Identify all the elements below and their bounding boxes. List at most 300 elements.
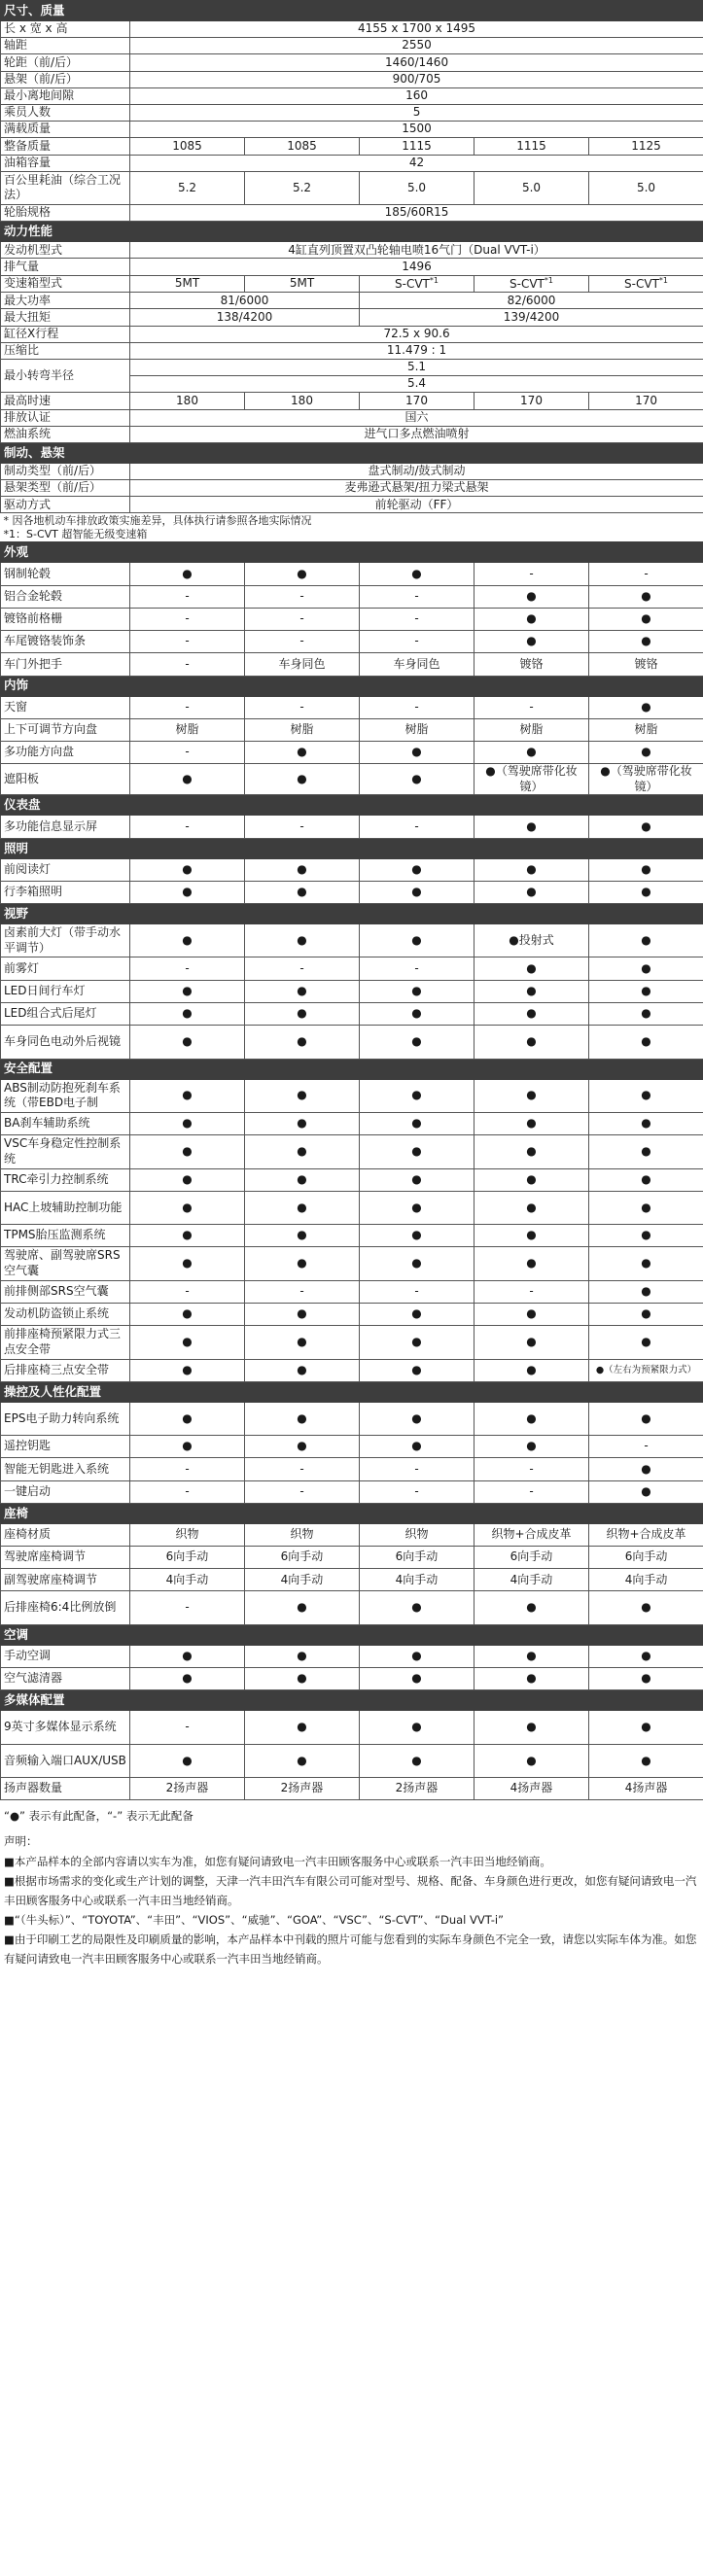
value-cell bbox=[130, 155, 703, 171]
row-label: 一键启动 bbox=[1, 1480, 130, 1503]
value-cell bbox=[589, 1547, 703, 1569]
row-label: LED组合式后尾灯 bbox=[1, 1002, 130, 1025]
spec-row bbox=[1, 1645, 703, 1667]
spec-table-body bbox=[1, 1, 703, 1800]
value-cell bbox=[360, 1402, 475, 1435]
spec-row bbox=[1, 309, 703, 326]
value-cell bbox=[130, 426, 703, 442]
cell-text: ● bbox=[182, 1228, 193, 1242]
cell-text: - bbox=[414, 699, 419, 714]
value-cell bbox=[245, 1458, 360, 1480]
value-cell bbox=[360, 924, 475, 957]
cell-text: 进气口多点燃油喷射 bbox=[364, 427, 470, 441]
value-cell bbox=[475, 275, 589, 293]
spec-row bbox=[1, 608, 703, 630]
cell-text: 42 bbox=[408, 155, 425, 169]
value-cell bbox=[475, 980, 589, 1002]
value-cell bbox=[475, 742, 589, 764]
cell-text: ● bbox=[182, 932, 193, 947]
section-title: 安全配置 bbox=[1, 1059, 703, 1079]
cell-text: ● bbox=[526, 1088, 537, 1102]
value-cell bbox=[130, 653, 245, 676]
value-cell bbox=[475, 1002, 589, 1025]
value-cell bbox=[360, 1711, 475, 1744]
cell-text: ● bbox=[182, 1306, 193, 1321]
cell-text: ●投射式 bbox=[509, 932, 554, 947]
spec-row bbox=[1, 563, 703, 585]
value-cell bbox=[589, 1225, 703, 1247]
spec-row bbox=[1, 38, 703, 54]
cell-text: ● bbox=[526, 818, 537, 833]
cell-text: - bbox=[414, 611, 419, 626]
value-cell bbox=[245, 718, 360, 741]
value-cell bbox=[589, 631, 703, 653]
spec-row bbox=[1, 1480, 703, 1503]
value-cell bbox=[360, 563, 475, 585]
cell-text: 织物 bbox=[404, 1527, 429, 1542]
spec-row bbox=[1, 122, 703, 138]
spec-row bbox=[1, 631, 703, 653]
row-label: 驱动方式 bbox=[1, 497, 130, 513]
value-cell bbox=[245, 1135, 360, 1168]
cell-text: 6向手动 bbox=[624, 1549, 668, 1564]
cell-text: ● bbox=[641, 589, 651, 604]
value-cell bbox=[245, 1280, 360, 1303]
cell-text: 织物+合成皮革 bbox=[491, 1527, 572, 1542]
value-cell bbox=[475, 924, 589, 957]
value-cell bbox=[130, 104, 703, 121]
spec-row bbox=[1, 1280, 703, 1303]
cell-text: 麦弗逊式悬架/扭力梁式悬架 bbox=[344, 480, 489, 495]
section-header bbox=[1, 1690, 703, 1711]
value-cell bbox=[130, 1225, 245, 1247]
spec-row bbox=[1, 764, 703, 795]
cell-text: ● bbox=[297, 1671, 307, 1686]
cell-text: 1085 bbox=[172, 138, 202, 153]
cell-text: ● bbox=[182, 566, 193, 580]
value-cell bbox=[589, 563, 703, 585]
value-cell bbox=[130, 1668, 245, 1690]
spec-row bbox=[1, 54, 703, 71]
spec-row bbox=[1, 1191, 703, 1224]
cell-text: 5.0 bbox=[521, 180, 542, 194]
spec-row bbox=[1, 409, 703, 426]
value-cell bbox=[360, 1547, 475, 1569]
value-cell bbox=[245, 1326, 360, 1359]
spec-row bbox=[1, 1112, 703, 1134]
cell-text: 4向手动 bbox=[510, 1572, 553, 1586]
value-cell bbox=[475, 563, 589, 585]
value-cell bbox=[360, 696, 475, 718]
cell-text: ● bbox=[641, 818, 651, 833]
row-label: 副驾驶席座椅调节 bbox=[1, 1569, 130, 1591]
cell-text: - bbox=[299, 960, 304, 975]
value-cell bbox=[360, 1225, 475, 1247]
cell-text: ● bbox=[526, 1006, 537, 1021]
value-cell bbox=[475, 1135, 589, 1168]
cell-text: 树脂 bbox=[519, 722, 544, 737]
value-cell bbox=[475, 1225, 589, 1247]
value-cell bbox=[589, 138, 703, 155]
cell-text: ● bbox=[526, 1034, 537, 1049]
cell-text: ● bbox=[641, 634, 651, 648]
section-header bbox=[1, 904, 703, 924]
cell-text: 镀铬 bbox=[519, 656, 544, 671]
cell-text: 138/4200 bbox=[216, 309, 273, 324]
cell-text: - bbox=[414, 818, 419, 833]
row-label: 燃油系统 bbox=[1, 426, 130, 442]
cell-text: - bbox=[299, 1284, 304, 1299]
spec-row bbox=[1, 393, 703, 409]
cell-text: 2扬声器 bbox=[165, 1781, 209, 1795]
value-cell bbox=[475, 696, 589, 718]
cell-text: ● bbox=[182, 1006, 193, 1021]
cell-text: - bbox=[414, 1284, 419, 1299]
cell-text: ● bbox=[641, 1753, 651, 1767]
value-cell bbox=[245, 1744, 360, 1777]
row-label: BA刹车辅助系统 bbox=[1, 1112, 130, 1134]
cell-text: ● bbox=[641, 1228, 651, 1242]
row-label: 前排侧部SRS空气囊 bbox=[1, 1280, 130, 1303]
section-title: 座椅 bbox=[1, 1503, 703, 1523]
cell-text: ● bbox=[297, 1088, 307, 1102]
value-cell bbox=[130, 957, 245, 980]
value-cell bbox=[475, 1359, 589, 1381]
cell-text: S-CVT bbox=[395, 276, 430, 291]
value-cell bbox=[475, 1523, 589, 1546]
cell-text: 1085 bbox=[287, 138, 317, 153]
value-cell bbox=[245, 1547, 360, 1569]
value-cell bbox=[130, 359, 703, 375]
spec-row bbox=[1, 205, 703, 222]
row-label: 最大扭矩 bbox=[1, 309, 130, 326]
cell-text: ● bbox=[526, 1439, 537, 1453]
spec-row bbox=[1, 1002, 703, 1025]
cell-text: 1115 bbox=[516, 138, 546, 153]
cell-text: 170 bbox=[635, 393, 657, 407]
spec-row bbox=[1, 1591, 703, 1624]
cell-text: 5.2 bbox=[292, 180, 312, 194]
cell-text: - bbox=[185, 634, 190, 648]
cell-text: - bbox=[185, 745, 190, 759]
row-label: 多功能信息显示屏 bbox=[1, 816, 130, 838]
cell-text: ● bbox=[411, 1753, 422, 1767]
cell-text: ● bbox=[182, 1753, 193, 1767]
value-cell bbox=[475, 138, 589, 155]
value-cell bbox=[130, 242, 703, 259]
cell-text: 170 bbox=[520, 393, 543, 407]
cell-text: 4向手动 bbox=[165, 1572, 209, 1586]
row-label: TPMS胎压监测系统 bbox=[1, 1225, 130, 1247]
cell-text: ● bbox=[411, 932, 422, 947]
row-label: 空气滤清器 bbox=[1, 1668, 130, 1690]
spec-row bbox=[1, 1547, 703, 1569]
disclaimer-note: ■由于印刷工艺的局限性及印刷质量的影响，本产品样本中刊载的照片可能与您看到的实际车身颜色不完全一致，请您以实际车体为准。如您有疑问请致电一汽丰田顾客服务中心或联系一汽丰田当地经销商。 bbox=[4, 1932, 697, 1967]
cell-text: 4向手动 bbox=[624, 1572, 668, 1586]
value-cell bbox=[360, 1591, 475, 1624]
cell-text: ● bbox=[182, 1116, 193, 1131]
cell-text: ● bbox=[641, 1335, 651, 1349]
cell-text: ● bbox=[297, 1649, 307, 1663]
spec-row bbox=[1, 1778, 703, 1800]
value-cell bbox=[475, 653, 589, 676]
cell-text: - bbox=[644, 1439, 649, 1453]
value-cell bbox=[130, 293, 360, 309]
cell-text: ● bbox=[641, 1649, 651, 1663]
value-cell bbox=[589, 1079, 703, 1112]
cell-text: ● bbox=[411, 772, 422, 786]
row-label: 制动类型（前/后） bbox=[1, 463, 130, 479]
spec-row bbox=[1, 87, 703, 104]
value-cell bbox=[360, 1002, 475, 1025]
value-cell bbox=[589, 1326, 703, 1359]
row-label: 整备质量 bbox=[1, 138, 130, 155]
value-cell bbox=[130, 1303, 245, 1325]
value-cell bbox=[245, 1247, 360, 1280]
cell-text: ● bbox=[641, 1200, 651, 1214]
value-cell bbox=[475, 1711, 589, 1744]
row-label: 最小转弯半径 bbox=[1, 359, 130, 392]
value-cell bbox=[360, 980, 475, 1002]
value-cell bbox=[360, 1458, 475, 1480]
spec-row bbox=[1, 1668, 703, 1690]
cell-text: ● bbox=[297, 566, 307, 580]
value-cell bbox=[475, 881, 589, 903]
cell-text: ● bbox=[526, 1306, 537, 1321]
cell-text: ● bbox=[182, 1410, 193, 1425]
value-cell bbox=[475, 718, 589, 741]
spec-row bbox=[1, 1079, 703, 1112]
value-cell bbox=[130, 1326, 245, 1359]
value-cell bbox=[245, 275, 360, 293]
footnote-marker: *1 bbox=[544, 275, 553, 285]
value-cell bbox=[245, 1645, 360, 1667]
value-cell bbox=[589, 171, 703, 204]
cell-text: ● bbox=[182, 1034, 193, 1049]
cell-text: ● bbox=[297, 1362, 307, 1376]
cell-text: ● bbox=[526, 611, 537, 626]
cell-text: ● bbox=[411, 1228, 422, 1242]
spec-row bbox=[1, 426, 703, 442]
value-cell bbox=[475, 957, 589, 980]
row-label: 钢制轮毂 bbox=[1, 563, 130, 585]
value-cell bbox=[130, 1645, 245, 1667]
spec-row bbox=[1, 242, 703, 259]
value-cell bbox=[475, 1326, 589, 1359]
cell-text: 树脂 bbox=[634, 722, 658, 737]
spec-row bbox=[1, 480, 703, 497]
value-cell bbox=[589, 858, 703, 881]
spec-row bbox=[1, 957, 703, 980]
cell-text: 织物 bbox=[175, 1527, 199, 1542]
spec-row bbox=[1, 1225, 703, 1247]
value-cell bbox=[589, 881, 703, 903]
cell-text: ● bbox=[526, 1362, 537, 1376]
cell-text: ● bbox=[526, 960, 537, 975]
value-cell bbox=[475, 1668, 589, 1690]
value-cell bbox=[130, 1480, 245, 1503]
cell-text: 2扬声器 bbox=[280, 1781, 324, 1795]
row-label: 乘员人数 bbox=[1, 104, 130, 121]
value-cell bbox=[130, 1569, 245, 1591]
row-label: 车门外把手 bbox=[1, 653, 130, 676]
value-cell bbox=[475, 1303, 589, 1325]
value-cell bbox=[245, 1480, 360, 1503]
value-cell bbox=[130, 497, 703, 513]
cell-text: 织物+合成皮革 bbox=[606, 1527, 686, 1542]
cell-text: ● bbox=[411, 1671, 422, 1686]
spec-row bbox=[1, 463, 703, 479]
section-title: 内饰 bbox=[1, 676, 703, 696]
value-cell bbox=[245, 608, 360, 630]
row-label: 铝合金轮毂 bbox=[1, 585, 130, 608]
value-cell bbox=[360, 1079, 475, 1112]
value-cell bbox=[589, 696, 703, 718]
cell-text: 6向手动 bbox=[395, 1549, 439, 1564]
value-cell bbox=[475, 858, 589, 881]
cell-text: ● bbox=[297, 1256, 307, 1271]
cell-text: 盘式制动/鼓式制动 bbox=[368, 464, 466, 478]
value-cell bbox=[360, 1303, 475, 1325]
cell-text: - bbox=[414, 1461, 419, 1476]
cell-text: ● bbox=[411, 984, 422, 997]
cell-text: 4缸直列顶置双凸轮轴电喷16气门（Dual VVT-i） bbox=[288, 242, 545, 257]
value-cell bbox=[360, 1326, 475, 1359]
row-label: 遥控钥匙 bbox=[1, 1436, 130, 1458]
section-title: 制动、悬架 bbox=[1, 442, 703, 463]
value-cell bbox=[130, 1711, 245, 1744]
cell-text: ● bbox=[526, 1753, 537, 1767]
value-cell bbox=[245, 631, 360, 653]
value-cell bbox=[475, 1079, 589, 1112]
cell-text: S-CVT bbox=[624, 276, 659, 291]
cell-text: ● bbox=[526, 1649, 537, 1663]
value-cell bbox=[130, 259, 703, 275]
value-cell bbox=[360, 1668, 475, 1690]
value-cell bbox=[360, 1523, 475, 1546]
cell-text: 11.479 : 1 bbox=[386, 343, 447, 358]
section-title: 动力性能 bbox=[1, 222, 703, 242]
value-cell bbox=[475, 393, 589, 409]
value-cell bbox=[130, 585, 245, 608]
value-cell bbox=[589, 585, 703, 608]
cell-text: 1115 bbox=[402, 138, 432, 153]
spec-row bbox=[1, 1402, 703, 1435]
value-cell bbox=[475, 631, 589, 653]
value-cell bbox=[130, 563, 245, 585]
cell-text: ● bbox=[641, 861, 651, 876]
value-cell bbox=[475, 1458, 589, 1480]
value-cell bbox=[130, 1523, 245, 1546]
cell-text: ● bbox=[297, 861, 307, 876]
cell-text: ● bbox=[297, 1410, 307, 1425]
cell-text: - bbox=[185, 1720, 190, 1734]
value-cell bbox=[589, 1744, 703, 1777]
value-cell bbox=[475, 1402, 589, 1435]
cell-text: 180 bbox=[291, 393, 313, 407]
disclaimer-section bbox=[0, 1800, 703, 1978]
cell-text: 前轮驱动（FF） bbox=[374, 497, 459, 511]
section-title: 操控及人性化配置 bbox=[1, 1381, 703, 1402]
cell-text: ● bbox=[641, 1256, 651, 1271]
row-label: 轮胎规格 bbox=[1, 205, 130, 222]
row-label: 悬架（前/后） bbox=[1, 71, 130, 87]
value-cell bbox=[245, 1402, 360, 1435]
cell-text: - bbox=[529, 1483, 534, 1498]
cell-text: ● bbox=[641, 1600, 651, 1615]
value-cell bbox=[589, 393, 703, 409]
row-label: 驾驶席、副驾驶席SRS空气囊 bbox=[1, 1247, 130, 1280]
value-cell bbox=[360, 1569, 475, 1591]
value-cell bbox=[589, 608, 703, 630]
cell-text: ● bbox=[297, 772, 307, 786]
cell-text: ●（驾驶席带化妆镜） bbox=[485, 764, 578, 793]
value-cell bbox=[589, 1591, 703, 1624]
cell-text: 车身同色 bbox=[278, 656, 326, 671]
value-cell bbox=[475, 1569, 589, 1591]
cell-text: ● bbox=[182, 1088, 193, 1102]
cell-text: ● bbox=[411, 1720, 422, 1734]
value-cell bbox=[245, 171, 360, 204]
section-header bbox=[1, 676, 703, 696]
cell-text: 树脂 bbox=[175, 722, 199, 737]
cell-text: - bbox=[185, 960, 190, 975]
cell-text: ● bbox=[641, 745, 651, 759]
spec-row bbox=[1, 497, 703, 513]
value-cell bbox=[130, 608, 245, 630]
cell-text: ● bbox=[411, 1410, 422, 1425]
cell-text: ● bbox=[526, 1410, 537, 1425]
value-cell bbox=[589, 742, 703, 764]
value-cell bbox=[360, 1744, 475, 1777]
cell-text: ● bbox=[297, 984, 307, 997]
value-cell bbox=[130, 275, 245, 293]
row-label: 油箱容量 bbox=[1, 155, 130, 171]
value-cell bbox=[475, 1591, 589, 1624]
row-label: 后排座椅6:4比例放倒 bbox=[1, 1591, 130, 1624]
value-cell bbox=[589, 1247, 703, 1280]
cell-text: ● bbox=[297, 1006, 307, 1021]
spec-row bbox=[1, 21, 703, 38]
value-cell bbox=[360, 1280, 475, 1303]
cell-text: ●（驾驶席带化妆镜） bbox=[600, 764, 692, 793]
value-cell bbox=[360, 1026, 475, 1059]
row-label: 前阅读灯 bbox=[1, 858, 130, 881]
cell-text: ● bbox=[526, 1171, 537, 1186]
cell-text: ● bbox=[641, 984, 651, 997]
cell-text: 5.1 bbox=[406, 360, 427, 374]
cell-text: ● bbox=[641, 1144, 651, 1159]
cell-text: ● bbox=[297, 1228, 307, 1242]
value-cell bbox=[130, 980, 245, 1002]
value-cell bbox=[589, 1778, 703, 1800]
cell-text: - bbox=[414, 960, 419, 975]
footnote-text: * 因各地机动车排放政策实施差异，具体执行请参照各地实际情况 bbox=[3, 513, 312, 527]
row-label: 发动机防盗锁止系统 bbox=[1, 1303, 130, 1325]
value-cell bbox=[130, 21, 703, 38]
cell-text: 5MT bbox=[289, 276, 315, 291]
value-cell bbox=[130, 1280, 245, 1303]
value-cell bbox=[589, 924, 703, 957]
value-cell bbox=[130, 1436, 245, 1458]
value-cell bbox=[475, 1112, 589, 1134]
spec-row bbox=[1, 1303, 703, 1325]
cell-text: S-CVT bbox=[510, 276, 545, 291]
cell-text: ● bbox=[641, 1483, 651, 1498]
value-cell bbox=[360, 1112, 475, 1134]
spec-row bbox=[1, 171, 703, 204]
cell-text: 180 bbox=[176, 393, 198, 407]
